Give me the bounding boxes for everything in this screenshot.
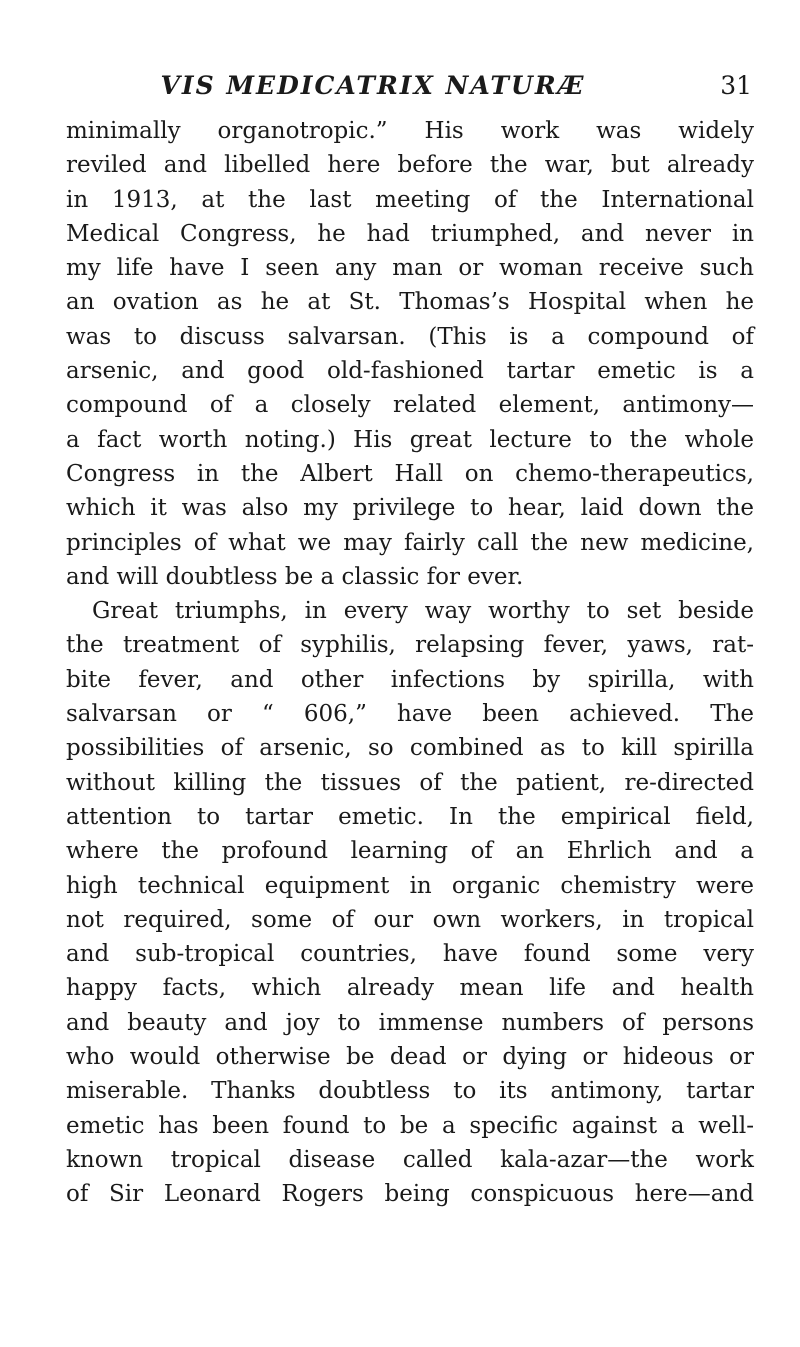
text-line: of Sir Leonard Rogers being conspicuous here—and [66, 1181, 754, 1208]
text-line: possibilities of arsenic, so combined as to kill spirilla [66, 735, 754, 762]
text-line: reviled and libelled here before the war, but already [66, 152, 754, 179]
text-line: in 1913, at the last meeting of the International [66, 186, 754, 213]
text-line: where the profound learning of an Ehrlich and a [66, 838, 754, 865]
text-line: who would otherwise be dead or dying or hideous or [66, 1044, 754, 1071]
text-line: salvarsan or “ 606,” have been achieved. The [66, 701, 754, 728]
text-line: bite fever, and other infections by spirilla, with [66, 666, 754, 693]
page-number: 31 [720, 71, 752, 100]
text-line: which it was also my privilege to hear, laid down the [66, 495, 754, 522]
running-head [0, 66, 800, 106]
text-line: miserable. Thanks doubtless to its antimony, tartar [66, 1078, 754, 1105]
text-line: principles of what we may fairly call the new medicine, [66, 529, 754, 556]
text-line: emetic has been found to be a specific against a well- [66, 1112, 754, 1139]
text-line: high technical equipment in organic chemistry were [66, 872, 754, 899]
text-line: was to discuss salvarsan. (This is a compound of [66, 323, 754, 350]
body-text [66, 114, 754, 1212]
text-line: an ovation as he at St. Thomas’s Hospital when he [66, 289, 754, 316]
text-line: happy facts, which already mean life and health [66, 975, 754, 1002]
text-line: attention to tartar emetic. In the empirical field, [66, 803, 754, 830]
text-line: Congress in the Albert Hall on chemo-therapeutics, [66, 460, 754, 487]
text-line: Great triumphs, in every way worthy to set beside [92, 598, 754, 625]
text-line: Medical Congress, he had triumphed, and never in [66, 220, 754, 247]
text-line: and sub-tropical countries, have found some very [66, 941, 754, 968]
text-line: and will doubtless be a classic for ever. [66, 563, 524, 590]
text-line: not required, some of our own workers, in tropical [66, 906, 754, 933]
text-line: arsenic, and good old-fashioned tartar emetic is a [66, 358, 754, 385]
text-line: a fact worth noting.) His great lecture to the whole [66, 426, 754, 453]
text-line: known tropical disease called kala-azar—the work [66, 1146, 754, 1173]
text-line: compound of a closely related element, antimony— [66, 392, 754, 419]
running-title: VIS MEDICATRIX NATURÆ [160, 71, 586, 100]
text-line: the treatment of syphilis, relapsing fever, yaws, rat- [66, 632, 754, 659]
text-line: without killing the tissues of the patient, re-directed [66, 769, 754, 796]
text-line: minimally organotropic.” His work was widely [66, 118, 754, 144]
text-line: and beauty and joy to immense numbers of persons [66, 1009, 754, 1036]
text-line: my life have I seen any man or woman receive such [66, 255, 754, 282]
